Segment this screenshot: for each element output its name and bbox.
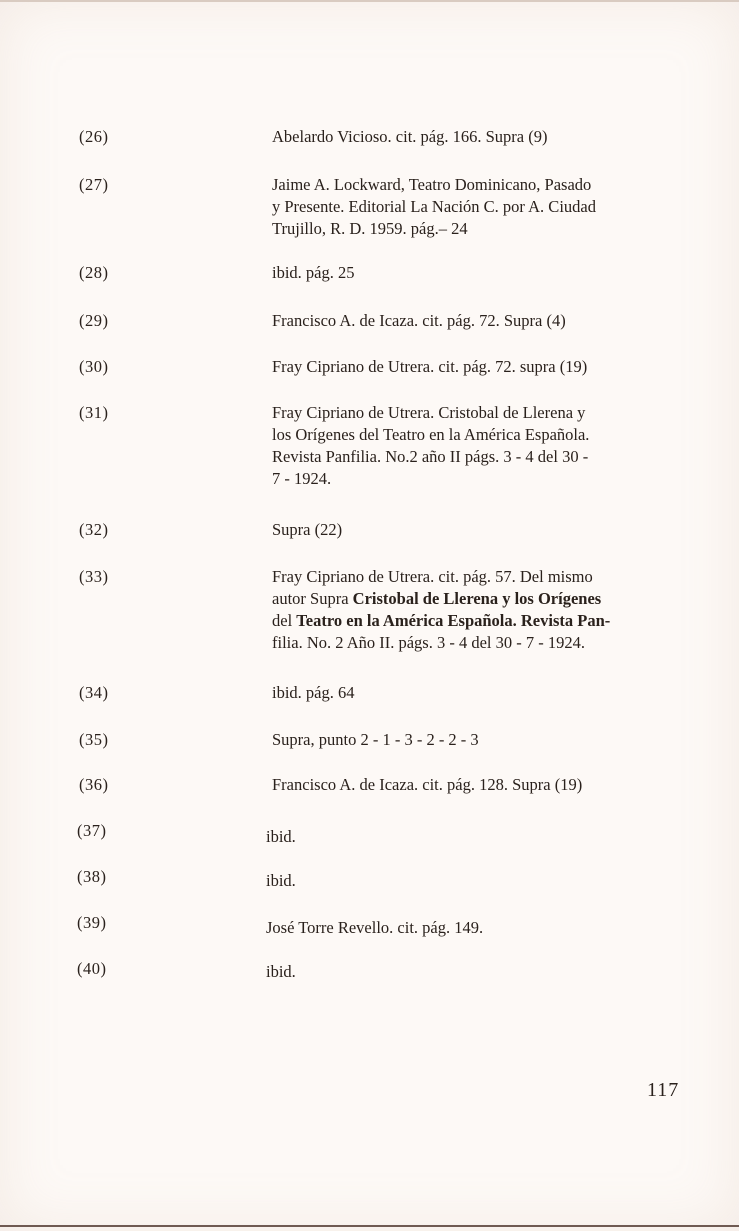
footnote-text <box>272 774 672 796</box>
footnote-line: los Orígenes del Teatro en la América Española. <box>272 425 590 444</box>
footnote-number: (38) <box>77 867 107 886</box>
page-bottom-edge <box>0 1225 739 1227</box>
footnote-line <box>272 588 672 610</box>
footnote-line <box>272 610 672 632</box>
footnote-text <box>266 912 666 939</box>
footnote-number: (29) <box>79 311 109 330</box>
footnote-line-part: del <box>272 611 297 630</box>
footnote-text <box>266 958 666 983</box>
footnote-line: ibid. pág. 64 <box>272 683 355 702</box>
footnote-line-bold-part: Cristobal de Llerena y los Orígenes <box>352 589 602 608</box>
footnote-line: Abelardo Vicioso. cit. pág. 166. Supra (9) <box>272 127 548 146</box>
footnote-text <box>272 566 672 654</box>
page-number: 117 <box>647 1079 680 1101</box>
footnote-line: Supra, punto 2 - 1 - 3 - 2 - 2 - 3 <box>272 730 479 749</box>
footnote-text <box>272 682 672 704</box>
footnote-number: (28) <box>79 263 109 282</box>
footnote-text <box>272 126 672 148</box>
footnote-number: (30) <box>79 357 109 376</box>
footnote-text <box>272 262 672 284</box>
footnote-number: (26) <box>79 127 109 146</box>
footnote-line: Trujillo, R. D. 1959. pág.– 24 <box>272 219 468 238</box>
footnote-number: (33) <box>79 567 109 586</box>
footnote-number: (36) <box>79 775 109 794</box>
footnote-line-bold-part: Teatro en la América Española. Revista Pan- <box>296 611 611 630</box>
footnote-line: Fray Cipriano de Utrera. Cristobal de Llerena y <box>272 403 586 422</box>
footnote-number: (27) <box>79 175 109 194</box>
footnote-line: Francisco A. de Icaza. cit. pág. 128. Supra (19) <box>272 775 583 794</box>
footnote-line: ibid. <box>266 827 296 846</box>
footnote-number: (35) <box>79 730 109 749</box>
footnote-number: (34) <box>79 683 109 702</box>
footnote-text <box>272 729 672 751</box>
footnote-text <box>272 402 672 490</box>
footnote-line: Fray Cipriano de Utrera. cit. pág. 72. supra (19) <box>272 357 588 376</box>
footnote-line: ibid. <box>266 962 296 981</box>
page-top-edge <box>0 0 739 2</box>
footnote-number: (32) <box>79 520 109 539</box>
footnote-line: Revista Panfilia. No.2 año II págs. 3 - 4 del 30 - <box>272 447 589 466</box>
footnote-text <box>266 820 666 848</box>
footnote-text <box>272 356 672 378</box>
footnote-line: Jaime A. Lockward, Teatro Dominicano, Pasado <box>272 175 592 194</box>
footnote-line: 7 - 1924. <box>272 469 332 488</box>
footnote-line: filia. No. 2 Año II. págs. 3 - 4 del 30 - 7 - 1924. <box>272 633 585 652</box>
footnote-line-part: autor Supra <box>272 589 353 608</box>
footnote-line: ibid. <box>266 871 296 890</box>
footnote-line: ibid. pág. 25 <box>272 263 355 282</box>
footnote-number: (31) <box>79 403 109 422</box>
footnote-number: (37) <box>77 821 107 840</box>
footnote-line: José Torre Revello. cit. pág. 149. <box>266 918 484 937</box>
footnote-line: y Presente. Editorial La Nación C. por A. Ciudad <box>272 197 596 216</box>
footnote-number: (39) <box>77 913 107 932</box>
footnote-text <box>266 866 666 892</box>
footnote-text <box>272 310 672 332</box>
footnote-line: Fray Cipriano de Utrera. cit. pág. 57. Del mismo <box>272 567 593 586</box>
footnote-text <box>272 174 672 240</box>
footnote-line: Francisco A. de Icaza. cit. pág. 72. Supra (4) <box>272 311 566 330</box>
footnote-number: (40) <box>77 959 107 978</box>
footnote-line: Supra (22) <box>272 520 343 539</box>
footnote-text <box>272 519 672 541</box>
